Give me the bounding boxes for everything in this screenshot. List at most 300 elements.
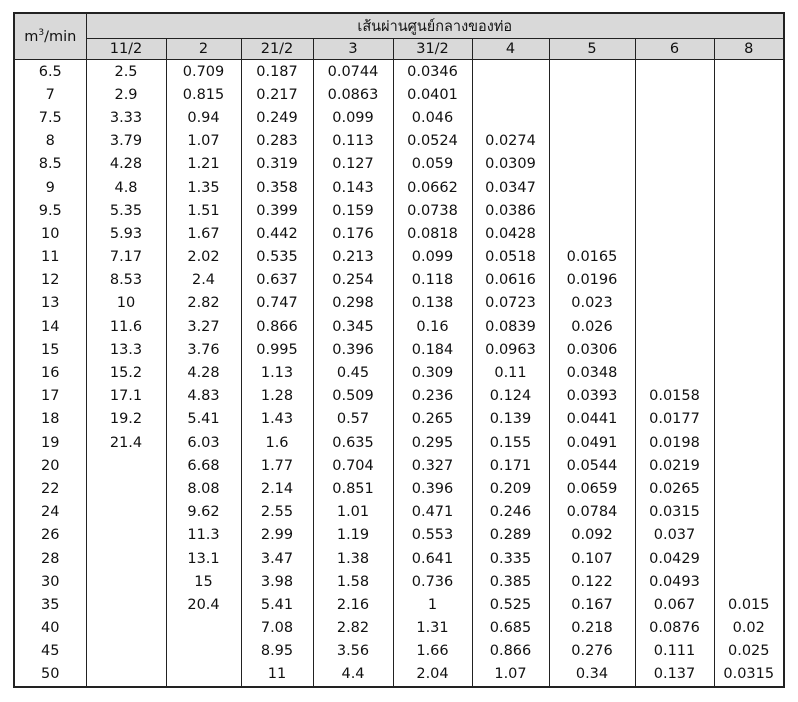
table-cell — [714, 338, 784, 361]
table-cell: 0.94 — [166, 106, 241, 129]
table-cell: 0.0524 — [393, 130, 472, 153]
table-cell: 0.345 — [313, 315, 393, 338]
table-row — [14, 477, 784, 500]
pipe-diameter-group-header: เส้นผ่านศูนย์กลางของท่อ — [86, 13, 784, 39]
table-cell — [714, 385, 784, 408]
table-cell: 0.015 — [714, 593, 784, 616]
table-cell: 0.118 — [393, 269, 472, 292]
table-cell: 0.289 — [472, 524, 549, 547]
table-row — [14, 570, 784, 593]
table-cell — [635, 338, 714, 361]
table-cell: 0.107 — [549, 547, 635, 570]
table-cell: 4.4 — [313, 663, 393, 687]
table-cell — [635, 222, 714, 245]
flow-rate-cell: 40 — [14, 617, 86, 640]
table-cell: 1 — [393, 593, 472, 616]
table-row — [14, 246, 784, 269]
table-cell: 0.217 — [241, 83, 313, 106]
table-cell: 0.092 — [549, 524, 635, 547]
table-cell: 2.04 — [393, 663, 472, 687]
table-cell — [714, 83, 784, 106]
header-row-diameters — [14, 39, 784, 60]
table-cell — [635, 60, 714, 84]
table-cell — [635, 315, 714, 338]
table-cell: 1.07 — [472, 663, 549, 687]
table-cell: 8.95 — [241, 640, 313, 663]
table-cell: 0.059 — [393, 153, 472, 176]
table-cell: 0.171 — [472, 454, 549, 477]
table-cell: 0.0219 — [635, 454, 714, 477]
table-cell: 2.9 — [86, 83, 166, 106]
table-cell: 2.14 — [241, 477, 313, 500]
flow-rate-cell: 22 — [14, 477, 86, 500]
table-cell: 0.0346 — [393, 60, 472, 84]
flow-rate-cell: 9 — [14, 176, 86, 199]
flow-rate-cell: 8 — [14, 130, 86, 153]
table-cell: 5.41 — [241, 593, 313, 616]
diameter-column-header: 2 — [166, 39, 241, 60]
table-cell: 1.66 — [393, 640, 472, 663]
table-cell — [714, 570, 784, 593]
table-cell: 0.641 — [393, 547, 472, 570]
table-row — [14, 315, 784, 338]
table-cell: 1.28 — [241, 385, 313, 408]
table-cell: 0.122 — [549, 570, 635, 593]
table-cell — [635, 246, 714, 269]
table-cell — [86, 454, 166, 477]
flow-rate-cell: 19 — [14, 431, 86, 454]
table-cell: 5.41 — [166, 408, 241, 431]
table-cell: 0.0348 — [549, 361, 635, 384]
flow-rate-cell: 50 — [14, 663, 86, 687]
table-row — [14, 83, 784, 106]
table-cell: 0.0393 — [549, 385, 635, 408]
table-cell: 0.159 — [313, 199, 393, 222]
table-cell: 3.79 — [86, 130, 166, 153]
table-cell — [714, 153, 784, 176]
flow-rate-cell: 6.5 — [14, 60, 86, 84]
table-cell: 0.187 — [241, 60, 313, 84]
table-cell: 2.5 — [86, 60, 166, 84]
table-cell: 0.0491 — [549, 431, 635, 454]
table-row — [14, 60, 784, 84]
table-cell: 0.0518 — [472, 246, 549, 269]
flow-rate-cell: 7 — [14, 83, 86, 106]
table-cell: 1.38 — [313, 547, 393, 570]
table-cell: 2.82 — [166, 292, 241, 315]
table-cell: 0.685 — [472, 617, 549, 640]
table-cell — [714, 501, 784, 524]
table-cell: 0.747 — [241, 292, 313, 315]
header-row-group — [14, 13, 784, 39]
table-cell: 0.213 — [313, 246, 393, 269]
table-cell — [714, 454, 784, 477]
table-cell: 0.736 — [393, 570, 472, 593]
table-cell: 1.43 — [241, 408, 313, 431]
table-cell: 0.113 — [313, 130, 393, 153]
table-cell — [86, 663, 166, 687]
table-cell: 0.0274 — [472, 130, 549, 153]
table-cell — [86, 593, 166, 616]
table-row — [14, 269, 784, 292]
table-cell: 0.637 — [241, 269, 313, 292]
table-cell — [714, 315, 784, 338]
flow-rate-cell: 11 — [14, 246, 86, 269]
table-cell: 0.0493 — [635, 570, 714, 593]
table-cell: 8.53 — [86, 269, 166, 292]
table-cell: 0.0306 — [549, 338, 635, 361]
table-cell: 1.07 — [166, 130, 241, 153]
table-cell: 0.396 — [313, 338, 393, 361]
table-cell — [635, 176, 714, 199]
table-cell: 11.6 — [86, 315, 166, 338]
table-cell: 0.0315 — [714, 663, 784, 687]
table-cell: 0.046 — [393, 106, 472, 129]
flow-rate-cell: 7.5 — [14, 106, 86, 129]
table-cell: 2.99 — [241, 524, 313, 547]
table-cell: 0.11 — [472, 361, 549, 384]
table-cell — [549, 130, 635, 153]
table-cell: 5.93 — [86, 222, 166, 245]
table-cell: 0.0659 — [549, 477, 635, 500]
table-cell: 0.137 — [635, 663, 714, 687]
table-cell: 4.8 — [86, 176, 166, 199]
table-cell: 3.27 — [166, 315, 241, 338]
table-cell: 0.025 — [714, 640, 784, 663]
table-cell: 0.0165 — [549, 246, 635, 269]
table-row — [14, 547, 784, 570]
table-row — [14, 292, 784, 315]
table-cell: 0.815 — [166, 83, 241, 106]
table-cell — [549, 106, 635, 129]
table-cell: 0.0177 — [635, 408, 714, 431]
table-cell: 2.82 — [313, 617, 393, 640]
table-cell — [635, 83, 714, 106]
table-cell: 0.0738 — [393, 199, 472, 222]
table-cell — [714, 292, 784, 315]
diameter-column-header: 21/2 — [241, 39, 313, 60]
table-cell: 11.3 — [166, 524, 241, 547]
table-cell: 15 — [166, 570, 241, 593]
table-cell: 0.0784 — [549, 501, 635, 524]
diameter-column-header: 4 — [472, 39, 549, 60]
table-cell: 0.995 — [241, 338, 313, 361]
table-cell: 0.0386 — [472, 199, 549, 222]
diameter-column-header: 6 — [635, 39, 714, 60]
table-cell: 13.3 — [86, 338, 166, 361]
table-row — [14, 106, 784, 129]
table-cell: 13.1 — [166, 547, 241, 570]
table-cell: 0.396 — [393, 477, 472, 500]
table-cell: 0.0198 — [635, 431, 714, 454]
table-cell — [635, 199, 714, 222]
table-cell: 0.0158 — [635, 385, 714, 408]
table-cell: 2.55 — [241, 501, 313, 524]
table-cell: 0.176 — [313, 222, 393, 245]
flow-rate-cell: 45 — [14, 640, 86, 663]
table-cell: 21.4 — [86, 431, 166, 454]
table-row — [14, 176, 784, 199]
table-cell: 17.1 — [86, 385, 166, 408]
table-cell: 19.2 — [86, 408, 166, 431]
table-cell: 0.276 — [549, 640, 635, 663]
table-cell: 7.17 — [86, 246, 166, 269]
table-cell: 0.335 — [472, 547, 549, 570]
table-cell — [635, 153, 714, 176]
table-cell — [714, 547, 784, 570]
table-cell: 0.026 — [549, 315, 635, 338]
table-cell: 1.51 — [166, 199, 241, 222]
table-row — [14, 361, 784, 384]
table-cell: 0.0401 — [393, 83, 472, 106]
table-cell: 0.851 — [313, 477, 393, 500]
table-cell: 0.254 — [313, 269, 393, 292]
table-row — [14, 338, 784, 361]
table-cell: 2.4 — [166, 269, 241, 292]
table-cell: 0.553 — [393, 524, 472, 547]
table-cell: 0.0544 — [549, 454, 635, 477]
table-cell: 0.138 — [393, 292, 472, 315]
table-cell — [549, 83, 635, 106]
table-cell: 0.57 — [313, 408, 393, 431]
table-cell: 0.099 — [313, 106, 393, 129]
table-cell: 5.35 — [86, 199, 166, 222]
table-cell — [714, 477, 784, 500]
table-cell — [714, 431, 784, 454]
table-cell: 0.704 — [313, 454, 393, 477]
table-cell — [635, 106, 714, 129]
flow-rate-cell: 8.5 — [14, 153, 86, 176]
table-cell: 0.111 — [635, 640, 714, 663]
table-cell: 1.35 — [166, 176, 241, 199]
table-cell: 0.02 — [714, 617, 784, 640]
diameter-column-header: 5 — [549, 39, 635, 60]
table-cell: 1.19 — [313, 524, 393, 547]
table-cell: 0.399 — [241, 199, 313, 222]
table-cell: 0.535 — [241, 246, 313, 269]
table-cell: 0.45 — [313, 361, 393, 384]
table-cell: 0.0309 — [472, 153, 549, 176]
table-cell: 0.0839 — [472, 315, 549, 338]
table-cell: 0.0863 — [313, 83, 393, 106]
table-cell: 2.02 — [166, 246, 241, 269]
table-cell: 1.58 — [313, 570, 393, 593]
table-cell: 0.0662 — [393, 176, 472, 199]
table-cell: 0.246 — [472, 501, 549, 524]
table-cell — [549, 199, 635, 222]
table-cell: 0.385 — [472, 570, 549, 593]
table-cell: 0.023 — [549, 292, 635, 315]
table-cell — [86, 640, 166, 663]
table-cell: 0.0723 — [472, 292, 549, 315]
table-cell: 0.309 — [393, 361, 472, 384]
table-cell: 3.33 — [86, 106, 166, 129]
table-cell: 1.21 — [166, 153, 241, 176]
table-cell: 0.283 — [241, 130, 313, 153]
table-cell: 0.236 — [393, 385, 472, 408]
flow-rate-cell: 35 — [14, 593, 86, 616]
table-cell: 0.155 — [472, 431, 549, 454]
table-cell — [714, 246, 784, 269]
flow-rate-cell: 20 — [14, 454, 86, 477]
table-cell — [86, 501, 166, 524]
diameter-column-header: 11/2 — [86, 39, 166, 60]
diameter-column-header: 31/2 — [393, 39, 472, 60]
table-row — [14, 222, 784, 245]
flow-rate-cell: 15 — [14, 338, 86, 361]
table-cell — [166, 663, 241, 687]
table-cell: 0.0265 — [635, 477, 714, 500]
table-row — [14, 593, 784, 616]
table-header — [14, 13, 784, 60]
table-cell: 0.16 — [393, 315, 472, 338]
table-cell: 9.62 — [166, 501, 241, 524]
table-cell — [472, 60, 549, 84]
table-cell: 3.76 — [166, 338, 241, 361]
table-cell: 8.08 — [166, 477, 241, 500]
table-row — [14, 640, 784, 663]
table-cell — [549, 176, 635, 199]
table-cell — [714, 524, 784, 547]
table-cell: 0.0315 — [635, 501, 714, 524]
flow-rate-cell: 17 — [14, 385, 86, 408]
table-cell — [714, 361, 784, 384]
table-cell: 0.0876 — [635, 617, 714, 640]
table-cell — [549, 153, 635, 176]
table-cell — [86, 570, 166, 593]
table-cell — [472, 106, 549, 129]
table-cell — [714, 222, 784, 245]
table-cell: 4.83 — [166, 385, 241, 408]
table-cell — [635, 130, 714, 153]
table-cell: 3.98 — [241, 570, 313, 593]
table-cell — [86, 524, 166, 547]
table-cell: 0.124 — [472, 385, 549, 408]
table-row — [14, 199, 784, 222]
table-cell: 2.16 — [313, 593, 393, 616]
table-cell — [714, 176, 784, 199]
table-cell: 1.6 — [241, 431, 313, 454]
table-cell — [86, 477, 166, 500]
table-row — [14, 153, 784, 176]
flow-unit-header: $m^3/\min$ — [14, 13, 86, 60]
flow-rate-cell: 12 — [14, 269, 86, 292]
pipe-flow-table — [13, 12, 785, 688]
table-cell — [472, 83, 549, 106]
table-cell: 0.509 — [313, 385, 393, 408]
table-cell: 20.4 — [166, 593, 241, 616]
flow-rate-cell: 24 — [14, 501, 86, 524]
table-cell — [549, 60, 635, 84]
table-cell: 0.298 — [313, 292, 393, 315]
table-cell: 0.127 — [313, 153, 393, 176]
table-row — [14, 431, 784, 454]
table-cell: 0.0616 — [472, 269, 549, 292]
table-cell: 0.143 — [313, 176, 393, 199]
table-cell: 0.265 — [393, 408, 472, 431]
table-cell: 0.866 — [241, 315, 313, 338]
table-cell: 0.184 — [393, 338, 472, 361]
table-cell — [714, 269, 784, 292]
table-cell: 6.03 — [166, 431, 241, 454]
table-cell: 10 — [86, 292, 166, 315]
table-row — [14, 663, 784, 687]
table-cell: 0.866 — [472, 640, 549, 663]
flow-rate-cell: 16 — [14, 361, 86, 384]
table-row — [14, 617, 784, 640]
table-cell — [549, 222, 635, 245]
table-cell: 7.08 — [241, 617, 313, 640]
table-cell: 0.099 — [393, 246, 472, 269]
table-row — [14, 524, 784, 547]
table-cell: 0.358 — [241, 176, 313, 199]
table-cell — [86, 547, 166, 570]
table-cell: 0.0963 — [472, 338, 549, 361]
table-cell: 0.167 — [549, 593, 635, 616]
table-cell: 0.0428 — [472, 222, 549, 245]
table-row — [14, 454, 784, 477]
table-body — [14, 60, 784, 688]
table-cell: 1.31 — [393, 617, 472, 640]
table-cell: 0.34 — [549, 663, 635, 687]
table-cell: 3.47 — [241, 547, 313, 570]
table-cell: 0.218 — [549, 617, 635, 640]
table-cell — [714, 408, 784, 431]
table-cell: 0.037 — [635, 524, 714, 547]
table-row — [14, 385, 784, 408]
table-cell: 6.68 — [166, 454, 241, 477]
table-cell: 0.295 — [393, 431, 472, 454]
table-cell: 0.442 — [241, 222, 313, 245]
table-cell: 0.0441 — [549, 408, 635, 431]
flow-rate-cell: 10 — [14, 222, 86, 245]
table-cell: 15.2 — [86, 361, 166, 384]
table-cell — [635, 269, 714, 292]
table-cell: 1.01 — [313, 501, 393, 524]
table-cell — [86, 617, 166, 640]
table-cell: 0.067 — [635, 593, 714, 616]
table-cell — [714, 130, 784, 153]
table-cell: 0.709 — [166, 60, 241, 84]
table-cell: 1.77 — [241, 454, 313, 477]
table-row — [14, 501, 784, 524]
table-cell: 0.249 — [241, 106, 313, 129]
table-cell: 0.209 — [472, 477, 549, 500]
table-cell: 0.635 — [313, 431, 393, 454]
table-cell: 11 — [241, 663, 313, 687]
table-cell — [714, 199, 784, 222]
table-cell: 0.0429 — [635, 547, 714, 570]
table-cell: 0.525 — [472, 593, 549, 616]
table-cell: 0.327 — [393, 454, 472, 477]
flow-rate-cell: 26 — [14, 524, 86, 547]
flow-rate-cell: 30 — [14, 570, 86, 593]
table-cell: 0.0196 — [549, 269, 635, 292]
table-cell: 4.28 — [86, 153, 166, 176]
table-cell — [635, 292, 714, 315]
flow-rate-cell: 18 — [14, 408, 86, 431]
table-cell — [714, 60, 784, 84]
table-cell: 0.0744 — [313, 60, 393, 84]
table-cell: 0.0818 — [393, 222, 472, 245]
table-cell: 0.0347 — [472, 176, 549, 199]
table-cell: 0.319 — [241, 153, 313, 176]
diameter-column-header: 3 — [313, 39, 393, 60]
table-cell: 3.56 — [313, 640, 393, 663]
flow-rate-cell: 14 — [14, 315, 86, 338]
flow-rate-cell: 13 — [14, 292, 86, 315]
table-cell: 0.471 — [393, 501, 472, 524]
